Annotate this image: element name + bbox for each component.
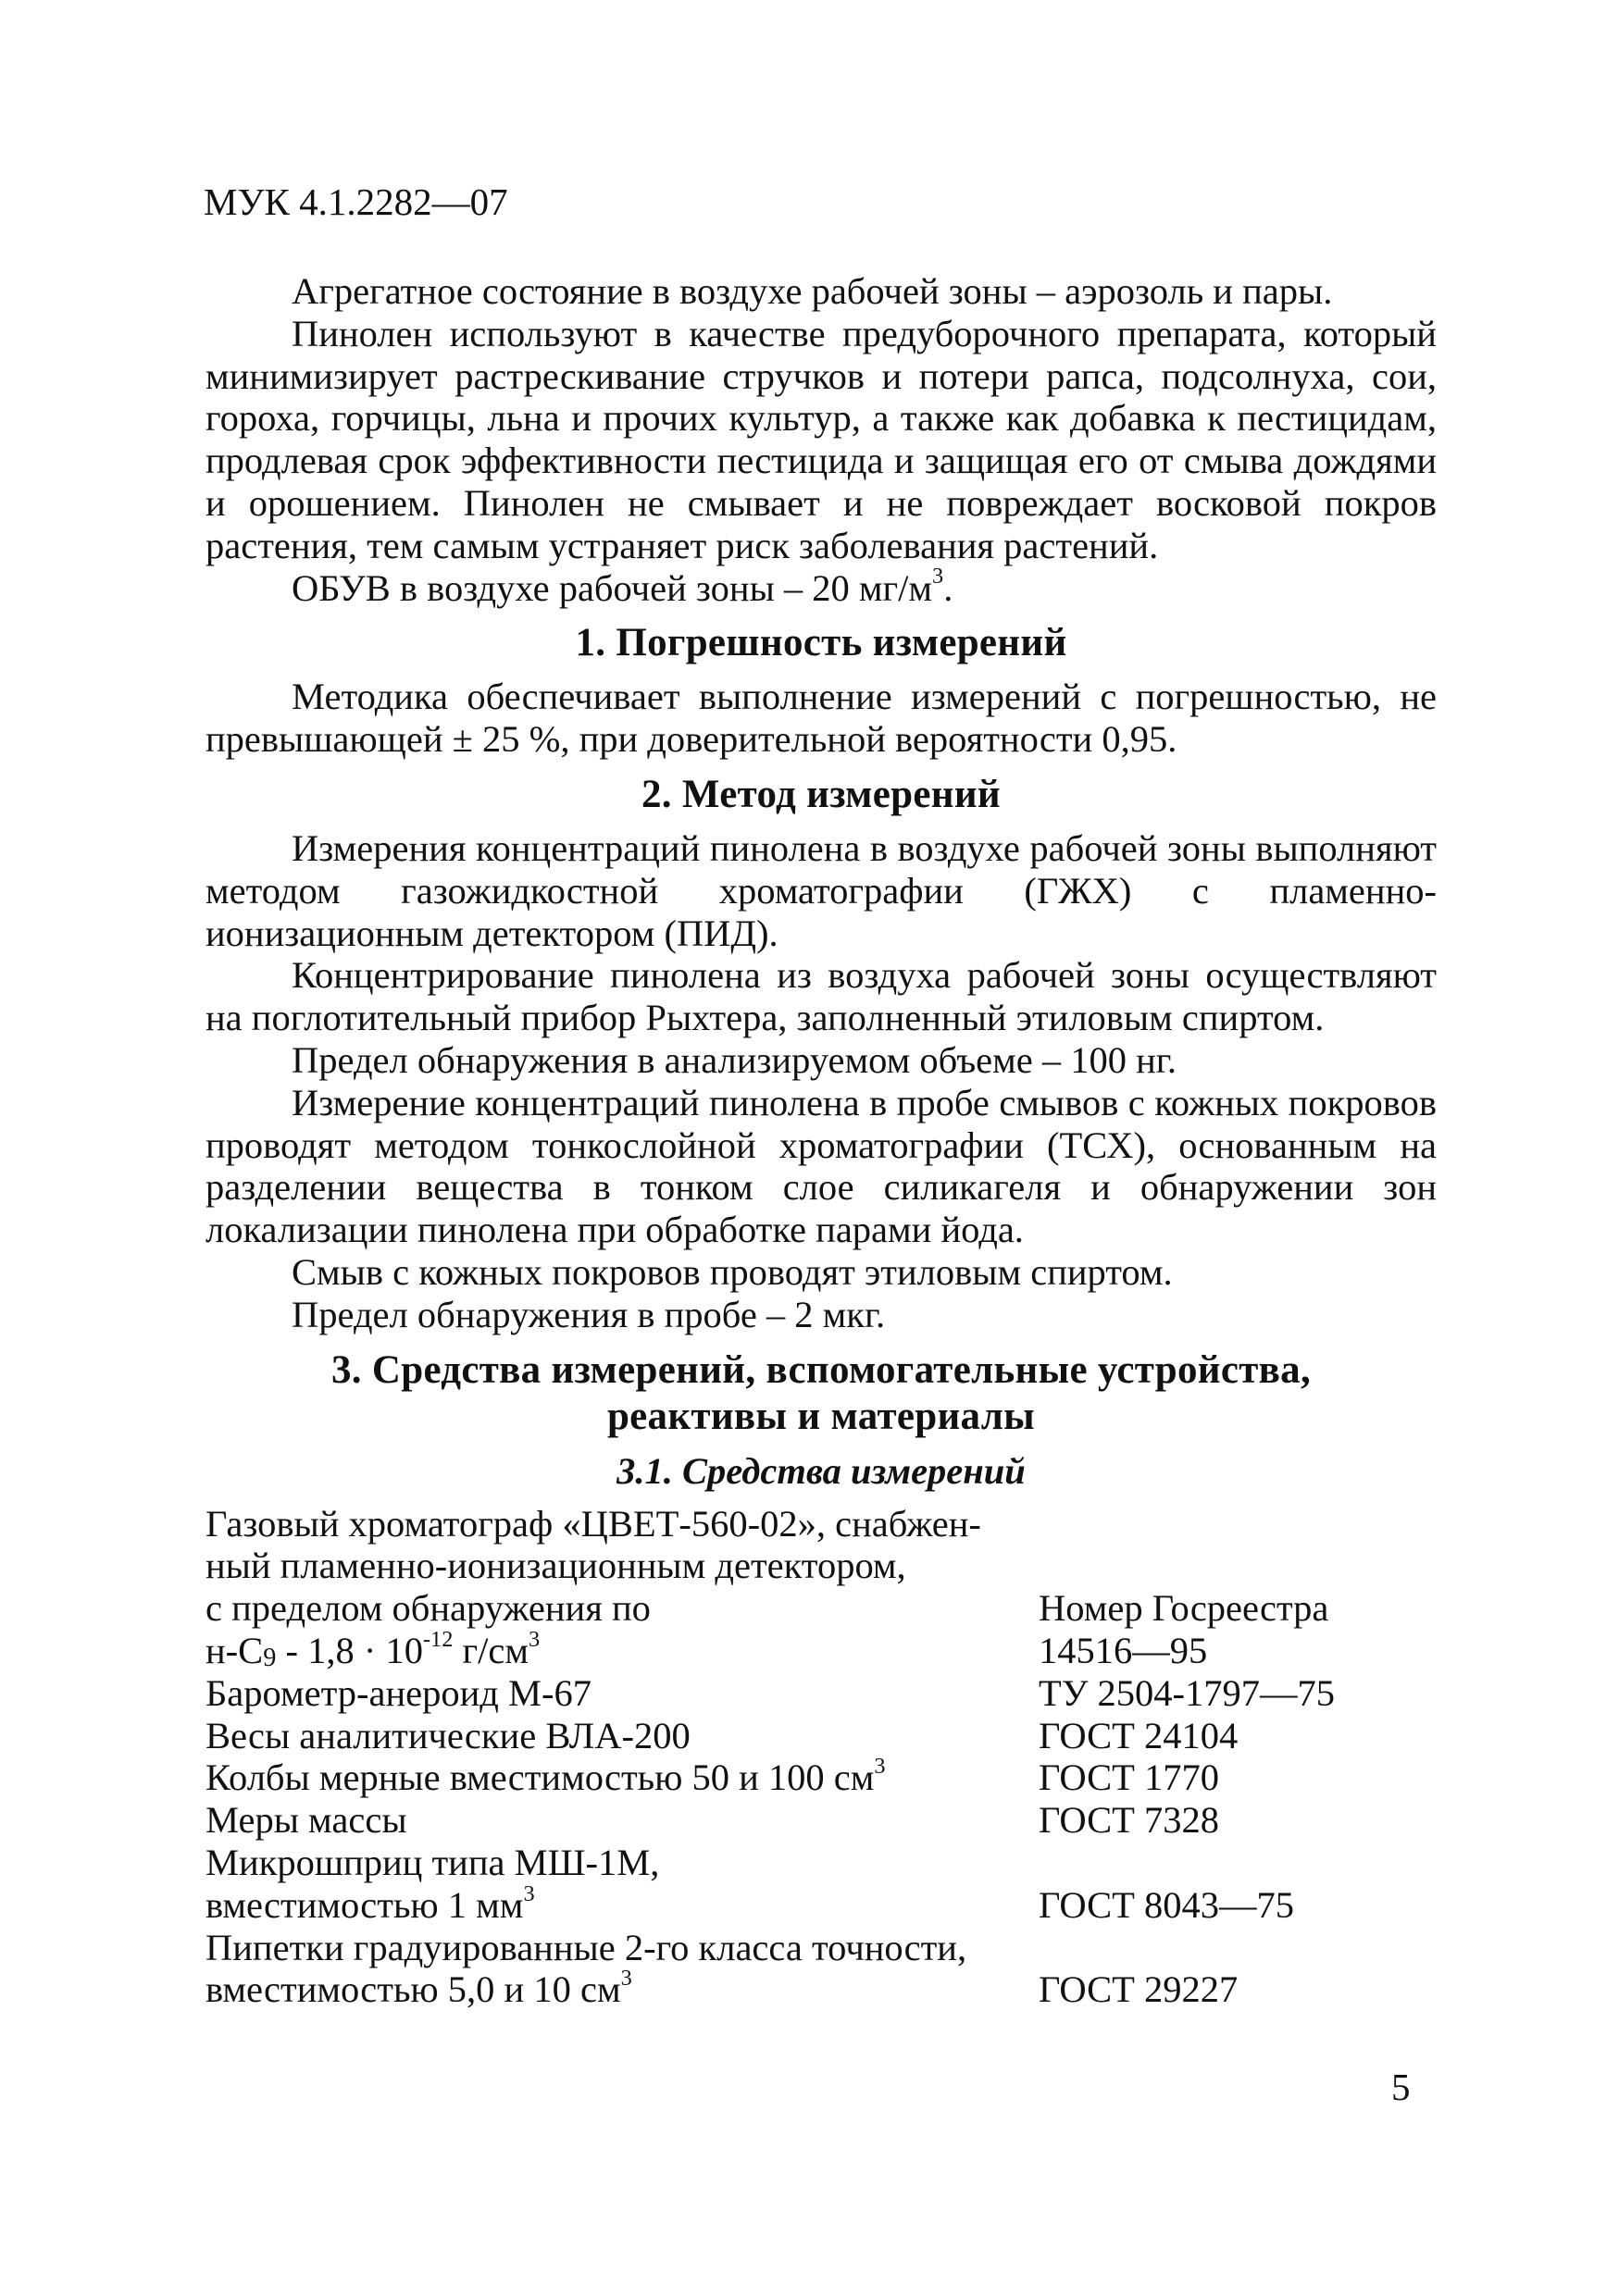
- registry-number: 14516—95: [1039, 1629, 1208, 1671]
- page-number: 5: [1391, 2066, 1411, 2108]
- instrument-standard: ГОСТ 7328: [1039, 1799, 1220, 1842]
- chromatograph-detection-limit: $н-С_9 - 1,8 \cdot 10^{-12}$ $г/см^3$: [205, 1626, 541, 1672]
- chromatograph-line-1: Газовый хроматограф «ЦВЕТ-560-02», снабжен-: [205, 1502, 981, 1545]
- section-2-paragraph-wash: Смыв с кожных покровов проводят этиловым спиртом.: [292, 1250, 1173, 1293]
- instrument-name: Колбы мерные вместимостью 50 и 100 $см^3$: [205, 1754, 886, 1799]
- instrument-row: [205, 1880, 1437, 1927]
- section-2-paragraph-sample-limit: Предел обнаружения в пробе – 2 мкг.: [292, 1293, 886, 1335]
- instrument-row: [205, 1927, 1437, 1969]
- subsection-3-1-title: 3.1. Средства измерений: [616, 1449, 1026, 1492]
- chromatograph-line-2: ный пламенно-ионизационным детектором,: [205, 1545, 906, 1587]
- instrument-row: [205, 1842, 1437, 1884]
- instrument-row: [205, 1756, 1437, 1799]
- instrument-name: вместимостью 5,0 и 10 $см^3$: [205, 1966, 632, 2011]
- instrument-name: Весы аналитические ВЛА-200: [205, 1714, 691, 1756]
- instrument-name: Микрошприц типа МШ-1М,: [205, 1841, 660, 1883]
- obuv-superscript: 3: [932, 564, 944, 590]
- instrument-row: [205, 1626, 1437, 1672]
- instrument-standard: ГОСТ 29227: [1039, 1968, 1239, 2011]
- page-content: [205, 270, 1437, 2011]
- section-2-paragraph-method: Измерения концентраций пинолена в воздухе рабочей зоны выполняют методом газожидкостной хроматографии (ГЖХ) с пламенно-ионизационным детектором (ПИД).: [205, 826, 1437, 954]
- instrument-row: [205, 1587, 1437, 1630]
- instrument-standard: ГОСТ 8043—75: [1039, 1883, 1295, 1926]
- intro-paragraph-usage: Пинолен используют в качестве предуборочного препарата, который минимизирует растрескивание стручков и потери рапса, подсолнуха, сои, гороха, горчицы, льна и прочих культур, а также как добавка к пестицидам, продлевая срок эффективности пестицида и защищая его от смыва дождями и орошением. Пинолен не смывает и не повреждает восковой покров растения, тем самым устраняет риск заболевания растений.: [205, 312, 1437, 566]
- instrument-standard: ТУ 2504-1797—75: [1039, 1671, 1336, 1714]
- obuv-period: .: [943, 566, 953, 609]
- chromatograph-line-3: с пределом обнаружения по: [205, 1587, 651, 1630]
- section-3-title-line-1: 3. Средства измерений, вспомогательные устройства,: [330, 1347, 1312, 1392]
- instrument-standard: ГОСТ 24104: [1039, 1714, 1239, 1756]
- section-1-title: 1. Погрешность измерений: [575, 621, 1067, 665]
- instrument-row: [205, 1503, 1437, 1545]
- section-2-title: 2. Метод измерений: [641, 772, 1001, 816]
- section-2-paragraph-detection-limit: Предел обнаружения в анализируемом объеме – 100 нг.: [292, 1038, 1177, 1081]
- section-2-paragraph-tlc: Измерение концентраций пинолена в пробе смывов с кожных покровов проводят методом тонкослойной хроматографии (ТСХ), основанным на разделении вещества в тонком слое силикагеля и обнаружении зон локализации пинолена при обработке парами йода.: [205, 1081, 1437, 1251]
- instrument-name: вместимостью 1 $мм^3$: [205, 1880, 535, 1926]
- instrument-row: [205, 1799, 1437, 1842]
- instrument-name: Пипетки градуированные 2-го класса точности,: [205, 1926, 967, 1968]
- instrument-row: [205, 1672, 1437, 1715]
- section-3-title-line-2: реактивы и материалы: [606, 1394, 1036, 1438]
- document-header: МУК 4.1.2282—07: [204, 180, 508, 223]
- instruments-list: [205, 1503, 1437, 2012]
- intro-paragraph-obuv: [205, 564, 1437, 610]
- instrument-name: Барометр-анероид М-67: [205, 1671, 592, 1714]
- section-2-paragraph-concentration: Концентрирование пинолена из воздуха рабочей зоны осуществляют на поглотительный прибор Рыхтера, заполненный этиловым спиртом.: [205, 954, 1437, 1039]
- instrument-name: Меры массы: [205, 1799, 407, 1842]
- section-1-paragraph: Методика обеспечивает выполнение измерений с погрешностью, не превышающей ± 25 %, при доверительной вероятности 0,95.: [205, 676, 1437, 761]
- obuv-text: ОБУВ в воздухе рабочей зоны – 20 мг/м: [292, 566, 933, 609]
- instrument-row: [205, 1968, 1437, 2011]
- instrument-standard: ГОСТ 1770: [1039, 1756, 1220, 1799]
- registry-label: Номер Госреестра: [1039, 1587, 1329, 1630]
- instrument-row: [205, 1545, 1437, 1587]
- section-3-title: [205, 1347, 1437, 1440]
- instrument-row: [205, 1715, 1437, 1757]
- intro-paragraph-state: Агрегатное состояние в воздухе рабочей зоны – аэрозоль и пары.: [292, 270, 1333, 312]
